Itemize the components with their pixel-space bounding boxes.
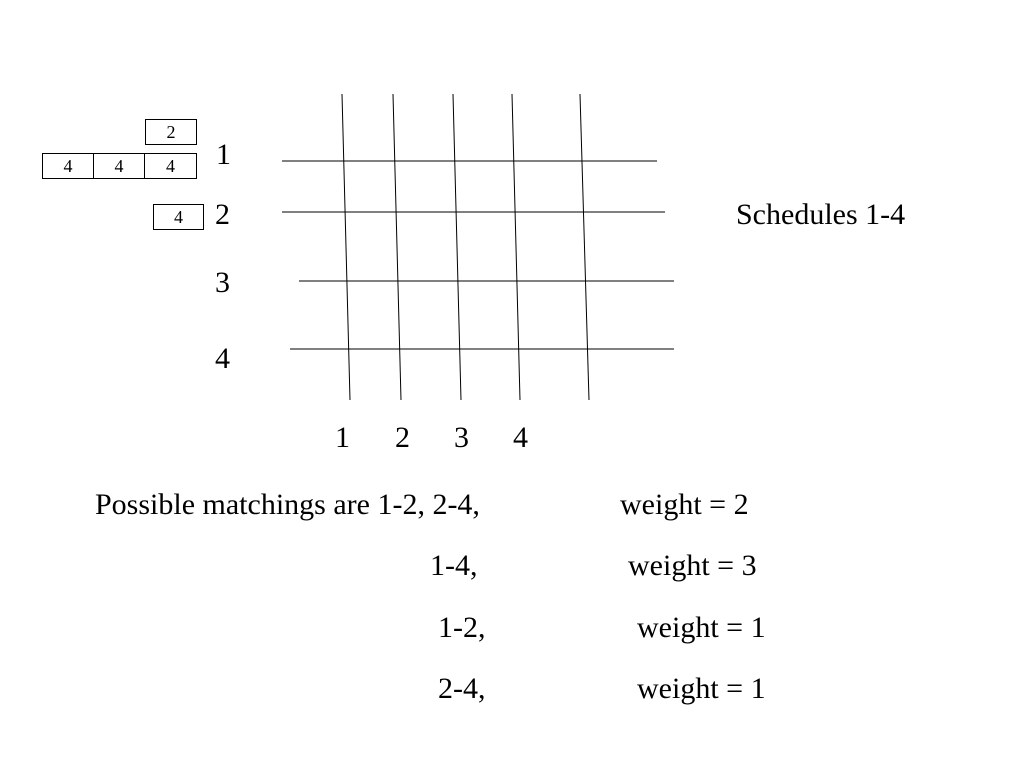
schedules-label: Schedules 1-4 — [736, 198, 906, 231]
matching-pairs-2: 1-2, — [438, 611, 486, 644]
matching-pairs-1: 1-4, — [430, 549, 478, 582]
matchings-intro: Possible matchings are 1-2, 2-4, — [95, 488, 480, 521]
row-label-1: 1 — [216, 138, 231, 171]
crossbar-col-line-3 — [453, 94, 461, 400]
matchings-intro-weight: weight = 2 — [620, 488, 749, 521]
crossbar-col-line-1 — [342, 94, 350, 400]
matching-weight-1: weight = 3 — [628, 549, 757, 582]
column-label-3: 3 — [454, 421, 469, 454]
matching-weight-2: weight = 1 — [637, 611, 766, 644]
row-label-2: 2 — [215, 198, 230, 231]
queue-cell-input1-top: 2 — [145, 119, 197, 145]
queue-cell-input1-c: 4 — [144, 153, 197, 179]
crossbar-col-line-4 — [512, 94, 520, 400]
matching-weight-3: weight = 1 — [637, 672, 766, 705]
column-label-2: 2 — [395, 421, 410, 454]
column-label-4: 4 — [513, 421, 528, 454]
matching-pairs-3: 2-4, — [438, 672, 486, 705]
row-label-3: 3 — [215, 266, 230, 299]
queue-cell-input2: 4 — [153, 204, 204, 230]
crossbar-col-line-2 — [393, 94, 401, 400]
crossbar-col-line-5 — [580, 94, 589, 400]
row-label-4: 4 — [215, 342, 230, 375]
queue-cell-input1-b: 4 — [93, 153, 145, 179]
queue-cell-input1-a: 4 — [42, 153, 94, 179]
column-label-1: 1 — [335, 421, 350, 454]
